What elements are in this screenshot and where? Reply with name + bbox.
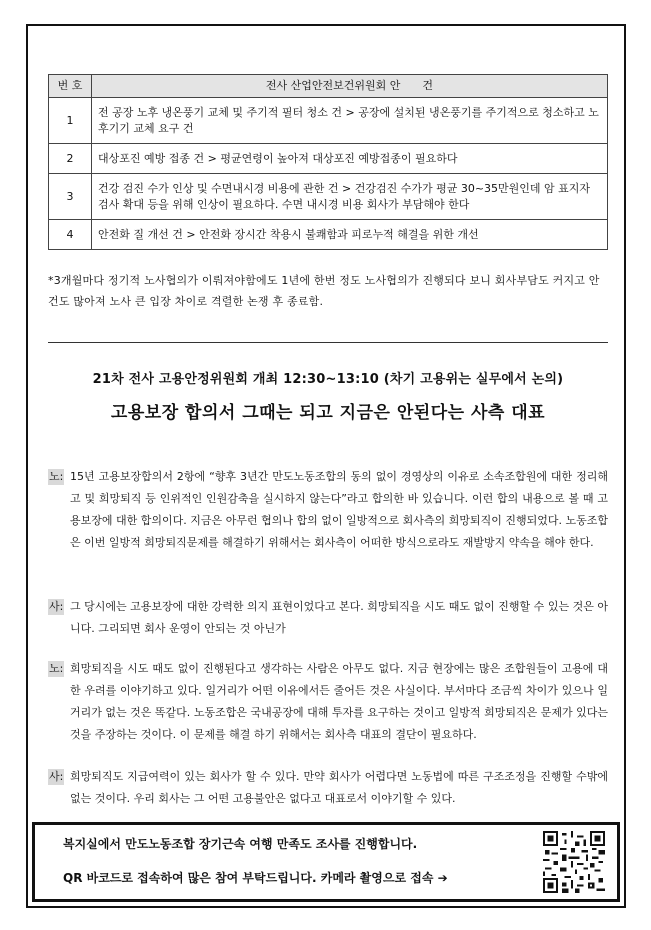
dialogue-entry	[48, 766, 608, 810]
speaker-label: 사:	[49, 770, 64, 783]
dialogue-entry	[48, 658, 608, 746]
row-num: 4	[49, 220, 92, 250]
table-row	[49, 144, 608, 174]
table-header-row	[49, 75, 608, 98]
row-text: 안전화 질 개선 건 > 안전화 장시간 착용시 불쾌함과 피로누적 해결을 위한 개선	[92, 220, 608, 250]
row-num: 1	[49, 98, 92, 144]
row-text: 대상포진 예방 접종 건 > 평균연령이 높아져 대상포진 예방접종이 필요하다	[92, 144, 608, 174]
dialogue-text: 그 당시에는 고용보장에 대한 강력한 의지 표현이었다고 본다. 희망퇴직을 시도 때도 없이 진행할 수 있는 것은 아니다. 그리되면 회사 운영이 안되는 것 아닌가	[70, 600, 608, 635]
dialogue-entry	[48, 596, 608, 640]
section-divider	[48, 342, 608, 343]
dialogue-text: 희망퇴직을 시도 때도 없이 진행된다고 생각하는 사람은 아무도 없다. 지금 현장에는 많은 조합원들이 고용에 대한 우려를 이야기하고 있다. 일거리가 어떤 이유에서든 줄어든 것은 사실이다. 부서마다 조금씩 차이가 있으나 일거리가 없는 것은 똑같다. 노동조합은 국내공장에 대해 투자를 요구하는 것이고 일방적 희망퇴직은 문제가 있다는 것을 주장하는 것이다. 이 문제를 해결 하기 위해서는 회사측 대표의 결단이 필요하다.	[70, 662, 608, 741]
meeting-title: 21차 전사 고용안정위원회 개최 12:30~13:10 (차기 고용위는 실무에서 논의)	[92, 372, 564, 387]
survey-notice-line1: 복지실에서 만도노동조합 장기근속 여행 만족도 조사를 진행합니다.	[63, 837, 418, 851]
row-text: 전 공장 노후 냉온풍기 교체 및 주기적 필터 청소 건 > 공장에 설치된 냉온풍기를 주기적으로 청소하고 노후기기 교체 요구 건	[92, 98, 608, 144]
table-row	[49, 98, 608, 144]
header-title: 전사 산업안전보건위원회 안 건	[92, 75, 608, 98]
dialogue-text: 희망퇴직도 지급여력이 있는 회사가 할 수 있다. 만약 회사가 어렵다면 노동법에 따른 구조조정을 진행할 수밖에 없는 것이다. 우리 회사는 그 어떤 고용불안은 없다고 대표로서 이야기할 수 있다.	[70, 770, 608, 805]
article-headline: 고용보장 합의서 그때는 되고 지금은 안된다는 사측 대표	[110, 403, 546, 423]
qr-code-icon[interactable]	[543, 831, 605, 893]
document-frame	[26, 24, 626, 908]
speaker-label: 노:	[49, 470, 64, 483]
survey-notice	[32, 822, 620, 902]
header-num: 번 호	[49, 75, 92, 98]
dialogue-text: 15년 고용보장합의서 2항에 “향후 3년간 만도노동조합의 동의 없이 경영상의 이유로 소속조합원에 대한 정리해고 및 희망퇴직 등 인위적인 인원감축을 실시하지 않는다”라고 합의한 바 있습니다. 이런 합의 내용으로 볼 때 고용보장에 대한 합의이다. 지금은 아무런 협의나 합의 없이 일방적으로 회사측의 희망퇴직이 진행되었다. 노동조합은 이번 일방적 희망퇴직문제를 해결하기 위해서는 회사측이 어떠한 방식으로라도 재발방지 약속을 해야 한다.	[70, 470, 608, 549]
survey-notice-line2: QR 바코드로 접속하여 많은 참여 부탁드립니다. 카메라 촬영으로 접속 ➔	[63, 871, 448, 885]
table-row	[49, 220, 608, 250]
meeting-note: *3개월마다 정기적 노사협의가 이뤄져야함에도 1년에 한번 정도 노사협의가 진행되다 보니 회사부담도 커지고 안건도 많아져 노사 큰 입장 차이로 격렬한 논쟁 후 종료함.	[48, 274, 600, 308]
speaker-label: 사:	[49, 600, 64, 613]
dialogue-entry	[48, 466, 608, 554]
row-num: 3	[49, 174, 92, 220]
speaker-label: 노:	[49, 662, 64, 675]
agenda-table	[48, 74, 608, 250]
row-text: 건강 검진 수가 인상 및 수면내시경 비용에 관한 건 > 건강검진 수가가 평균 30~35만원인데 암 표지자 검사 확대 등을 위해 인상이 필요하다. 수면 내시경 비용 회사가 부담해야 한다	[92, 174, 608, 220]
row-num: 2	[49, 144, 92, 174]
table-row	[49, 174, 608, 220]
